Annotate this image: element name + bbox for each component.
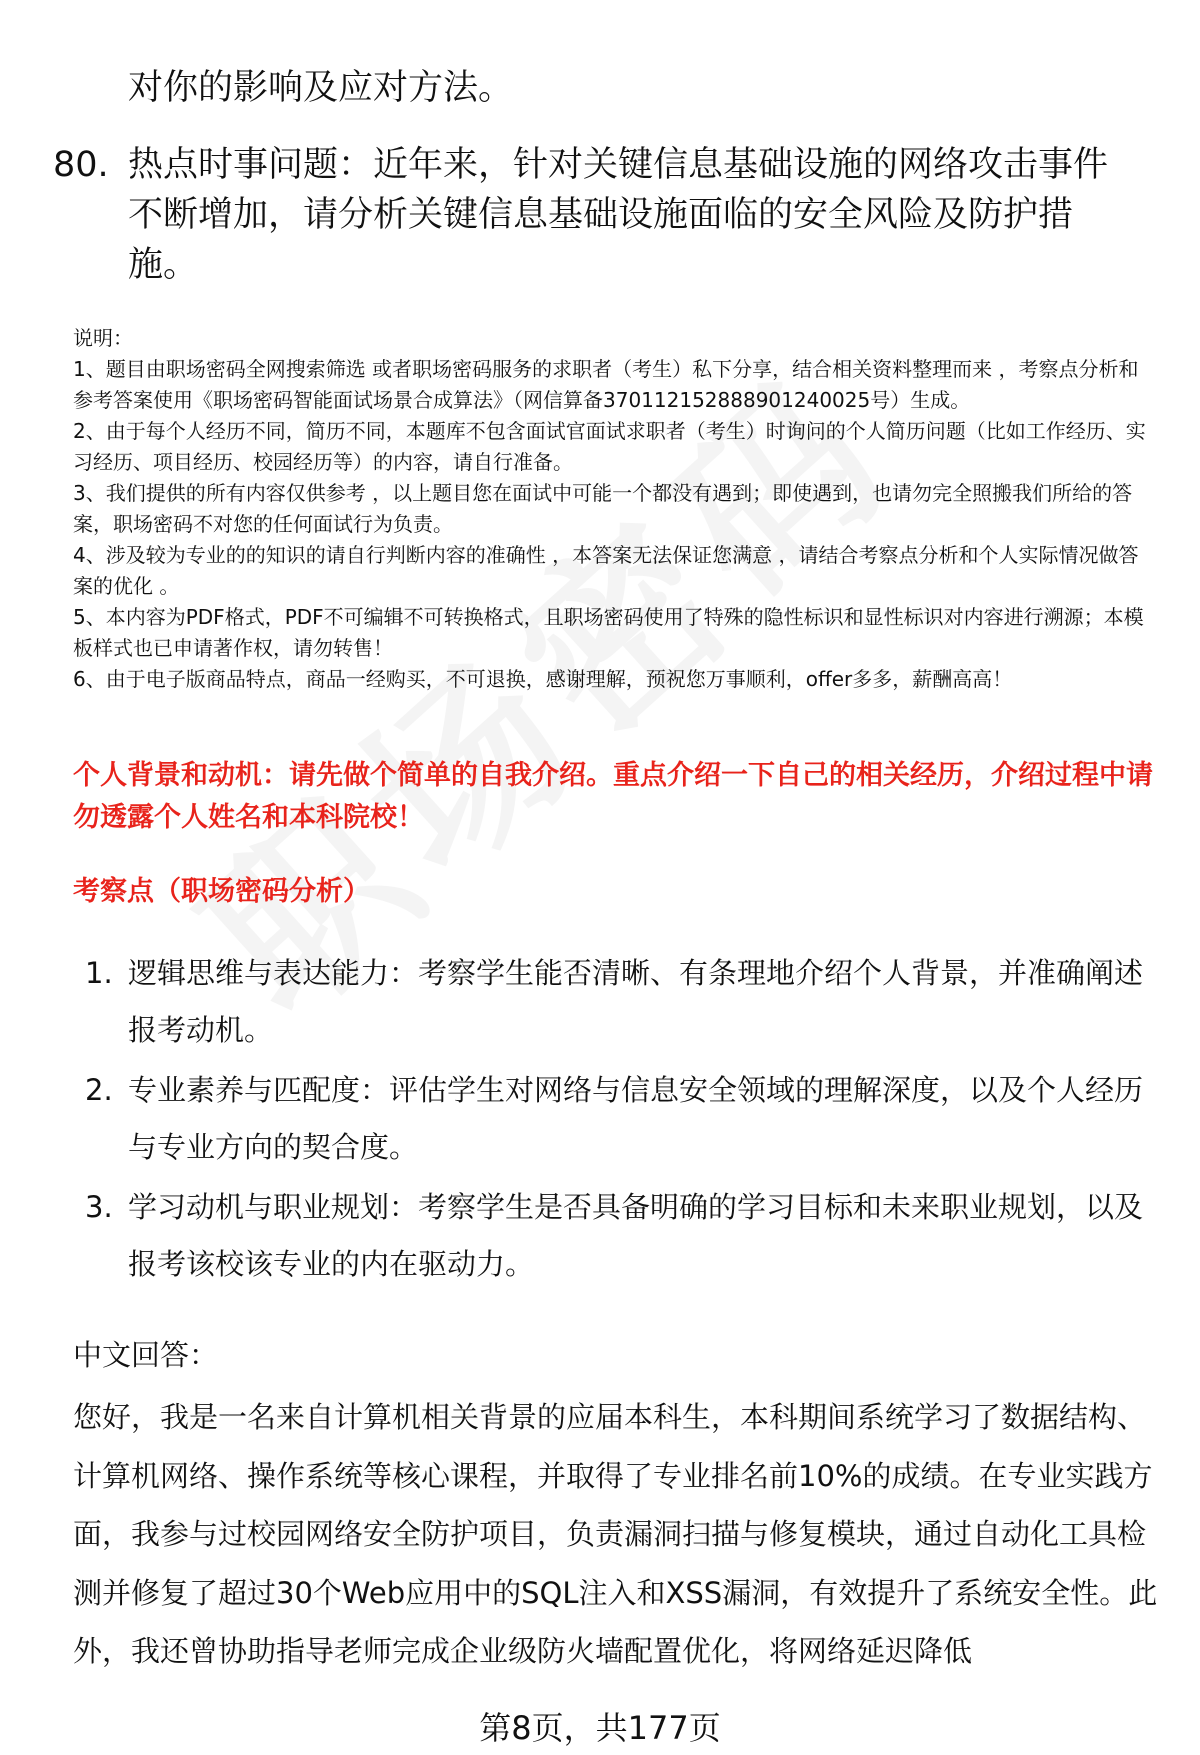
notes-title: 说明： <box>73 326 133 350</box>
note-item: 3、我们提供的所有内容仅供参考 ，以上题目您在面试中可能一个都没有遇到；即使遇到，也请勿完全照搬我们所给的答案，职场密码不对您的任何面试行为负责。 <box>73 481 1133 536</box>
list-item-number: 1. <box>85 956 113 990</box>
list-item <box>73 1179 1153 1293</box>
list-item-number: 2. <box>85 1073 113 1107</box>
interview-question-heading: 个人背景和动机：请先做个简单的自我介绍。重点介绍一下自己的相关经历，介绍过程中请勿透露个人姓名和本科院校！ <box>73 760 1153 833</box>
notes-section <box>73 323 1153 695</box>
note-item: 1、题目由职场密码全网搜索筛选 或者职场密码服务的求职者（考生）私下分享，结合相关资料整理而来 ，考察点分析和参考答案使用《职场密码智能面试场景合成算法》（网信算备370112152888901240025号）生成。 <box>73 357 1139 412</box>
question-80 <box>53 140 1143 290</box>
list-item-text: 学习动机与职业规划：考察学生是否具备明确的学习目标和未来职业规划，以及报考该校该专业的内在驱动力。 <box>128 1190 1144 1281</box>
analysis-points-list <box>73 945 1153 1296</box>
list-item-number: 3. <box>85 1190 113 1224</box>
question-number: 80. <box>53 145 109 185</box>
analysis-heading: 考察点（职场密码分析） <box>73 876 370 907</box>
answer-label: 中文回答： <box>73 1338 219 1372</box>
answer-text: 您好，我是一名来自计算机相关背景的应届本科生，本科期间系统学习了数据结构、计算机网络、操作系统等核心课程，并取得了专业排名前10%的成绩。在专业实践方面，我参与过校园网络安全防护项目，负责漏洞扫描与修复模块，通过自动化工具检测并修复了超过30个Web应用中的SQL注入和XSS漏洞，有效提升了系统安全性。此外，我还曾协助指导老师完成企业级防火墙配置优化，将网络延迟降低 <box>73 1400 1158 1668</box>
page-number: 第8页，共177页 <box>479 1709 721 1747</box>
note-item: 2、由于每个人经历不同，简历不同，本题库不包含面试官面试求职者（考生）时询问的个人简历问题（比如工作经历、实习经历、项目经历、校园经历等）的内容，请自行准备。 <box>73 419 1146 474</box>
note-item: 5、本内容为PDF格式，PDF不可编辑不可转换格式，且职场密码使用了特殊的隐性标识和显性标识对内容进行溯源；本模板样式也已申请著作权，请勿转售！ <box>73 605 1144 660</box>
previous-question-continuation: 对你的影响及应对方法。 <box>128 68 514 108</box>
question-text: 热点时事问题：近年来，针对关键信息基础设施的网络攻击事件不断增加，请分析关键信息基础设施面临的安全风险及防护措施。 <box>128 145 1109 285</box>
note-item: 4、涉及较为专业的的知识的请自行判断内容的准确性 ，本答案无法保证您满意 ，请结合考察点分析和个人实际情况做答案的优化 。 <box>73 543 1139 598</box>
list-item-text: 专业素养与匹配度：评估学生对网络与信息安全领域的理解深度，以及个人经历与专业方向的契合度。 <box>128 1073 1144 1164</box>
note-item: 6、由于电子版商品特点，商品一经购买，不可退换，感谢理解，预祝您万事顺利，offer多多，薪酬高高！ <box>73 667 1013 691</box>
list-item-text: 逻辑思维与表达能力：考察学生能否清晰、有条理地介绍个人背景，并准确阐述报考动机。 <box>128 956 1144 1047</box>
list-item <box>73 945 1153 1059</box>
list-item <box>73 1062 1153 1176</box>
